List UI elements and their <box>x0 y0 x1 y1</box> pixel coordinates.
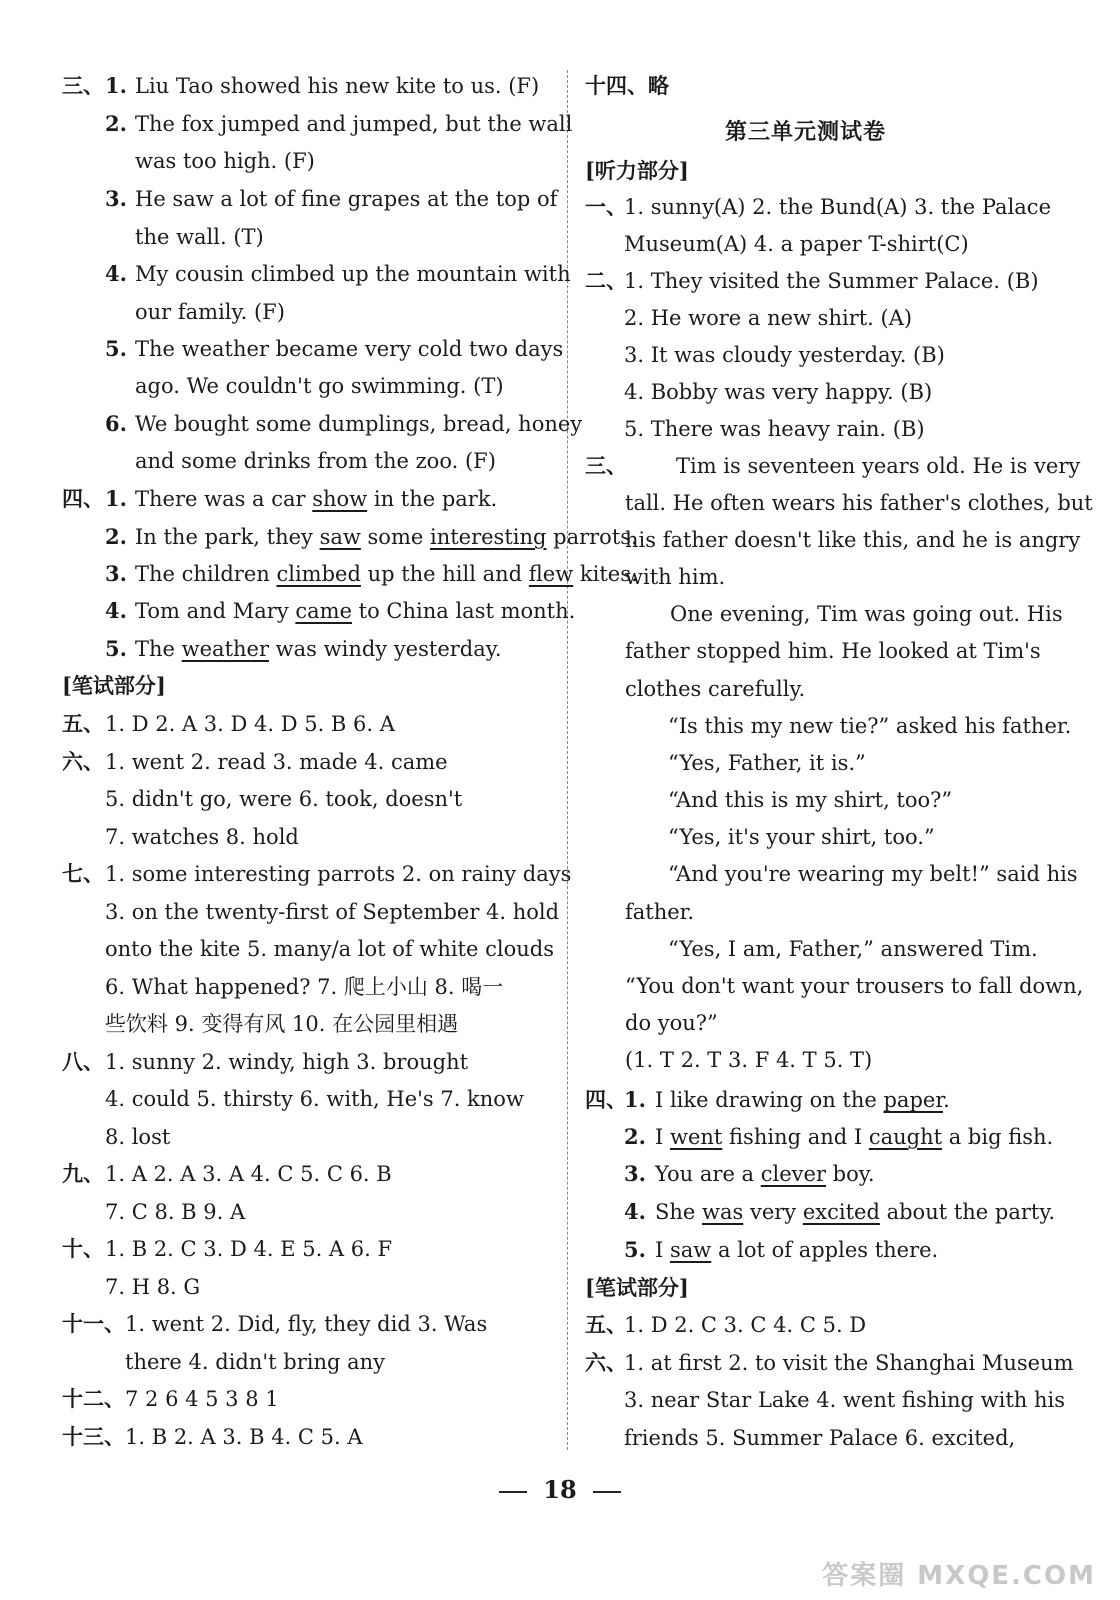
passage-line: “Yes, it's your shirt, too.” <box>668 825 935 849</box>
answer-line: 1. B 2. A 3. B 4. C 5. A <box>125 1425 363 1449</box>
item-number: 4. <box>624 1199 646 1224</box>
passage-line: father. <box>625 900 695 924</box>
answer-line: 7. H 8. G <box>105 1275 201 1299</box>
passage-line: “You don't want your trousers to fall down, <box>625 974 1084 998</box>
answer-line: 3. on the twenty-first of September 4. hold <box>105 900 560 924</box>
answer-line: 1. They visited the Summer Palace. (B) <box>624 269 1039 293</box>
item-number: 4. <box>105 261 127 286</box>
section-label-6: 六、 <box>62 749 104 774</box>
watermark: 答案圈 MXQE.COM <box>822 1561 1096 1591</box>
passage-line: One evening, Tim was going out. His <box>670 602 1063 626</box>
sentence: The weather was windy yesterday. <box>135 637 502 661</box>
passage-line: his father doesn't like this, and he is angry <box>625 528 1081 552</box>
item-text: The fox jumped and jumped, but the wall <box>135 112 573 136</box>
answer-line: 1. D 2. C 3. C 4. C 5. D <box>624 1313 867 1337</box>
section-label-12: 十二、 <box>62 1386 125 1411</box>
section-label-4-right: 四、 <box>585 1087 627 1112</box>
answer-line: friends 5. Summer Palace 6. excited, <box>624 1426 1016 1450</box>
item-text: the wall. (T) <box>135 225 264 249</box>
sentence: I like drawing on the paper. <box>655 1088 950 1112</box>
answer-line: 2. He wore a new shirt. (A) <box>624 306 913 330</box>
passage-line: with him. <box>625 565 726 589</box>
section-label-9: 九、 <box>62 1161 104 1186</box>
item-text: Liu Tao showed his new kite to us. (F) <box>135 74 540 98</box>
section-label-5-right: 五、 <box>585 1312 627 1337</box>
item-number: 5. <box>105 336 127 361</box>
passage-line: “Yes, Father, it is.” <box>668 751 866 775</box>
item-text: My cousin climbed up the mountain with <box>135 262 571 286</box>
written-section-header: [笔试部分] <box>62 673 166 698</box>
answer-line: 1. D 2. A 3. D 4. D 5. B 6. A <box>105 712 395 736</box>
sentence: Tom and Mary came to China last month. <box>135 599 576 623</box>
item-number: 1. <box>105 486 127 511</box>
section-label-7: 七、 <box>62 861 104 886</box>
answer-line: onto the kite 5. many/a lot of white clouds <box>105 937 554 961</box>
passage-line: “Is this my new tie?” asked his father. <box>668 714 1072 738</box>
item-number: 4. <box>105 598 127 623</box>
item-number: 5. <box>624 1237 646 1262</box>
item-number: 3. <box>105 186 127 211</box>
answer-line: 1. sunny(A) 2. the Bund(A) 3. the Palace <box>624 195 1051 219</box>
page-number: 18 <box>0 1475 1120 1504</box>
section-label-11: 十一、 <box>62 1311 125 1336</box>
section-label-13: 十三、 <box>62 1424 125 1449</box>
item-number: 1. <box>105 73 127 98</box>
section-label-3-right: 三、 <box>585 453 627 478</box>
written-section-header-right: [笔试部分] <box>585 1275 689 1300</box>
answer-line: 3. It was cloudy yesterday. (B) <box>624 343 945 367</box>
page-dash-right <box>593 1491 621 1493</box>
answer-line: 4. could 5. thirsty 6. with, He's 7. know <box>105 1087 524 1111</box>
item-number: 3. <box>105 561 127 586</box>
passage-line: clothes carefully. <box>625 677 806 701</box>
item-text: was too high. (F) <box>135 149 315 173</box>
section-label-2: 二、 <box>585 268 627 293</box>
answer-line: 7 2 6 4 5 3 8 1 <box>125 1387 279 1411</box>
page-dash-left <box>499 1491 527 1493</box>
sentence: She was very excited about the party. <box>655 1200 1056 1224</box>
item-text: our family. (F) <box>135 300 285 324</box>
sentence: The children climbed up the hill and flew kites. <box>135 562 638 586</box>
passage-answers: (1. T 2. T 3. F 4. T 5. T) <box>625 1048 873 1072</box>
answer-line: 6. What happened? 7. 爬上小山 8. 喝一 <box>105 975 504 999</box>
answer-line: 1. some interesting parrots 2. on rainy days <box>105 862 572 886</box>
item-text: The weather became very cold two days <box>135 337 564 361</box>
unit-title: 第三单元测试卷 <box>725 119 887 145</box>
item-number: 1. <box>624 1087 646 1112</box>
sentence: I went fishing and I caught a big fish. <box>655 1125 1054 1149</box>
item-number: 2. <box>624 1124 646 1149</box>
section-label-4: 四、 <box>62 486 104 511</box>
section-label-6-right: 六、 <box>585 1350 627 1375</box>
passage-line: tall. He often wears his father's clothes, but <box>625 491 1093 515</box>
item-text: ago. We couldn't go swimming. (T) <box>135 374 504 398</box>
answer-line: 1. B 2. C 3. D 4. E 5. A 6. F <box>105 1237 393 1261</box>
answer-line: 4. Bobby was very happy. (B) <box>624 380 933 404</box>
section-14: 十四、略 <box>585 73 669 98</box>
listening-section-header: [听力部分] <box>585 158 689 183</box>
sentence: There was a car show in the park. <box>135 487 498 511</box>
answer-line: 1. at first 2. to visit the Shanghai Museum <box>624 1351 1074 1375</box>
answer-line: 8. lost <box>105 1125 171 1149</box>
answer-line: 1. went 2. read 3. made 4. came <box>105 750 448 774</box>
passage-line: father stopped him. He looked at Tim's <box>625 639 1041 663</box>
section-label-5: 五、 <box>62 711 104 736</box>
passage-line: “Yes, I am, Father,” answered Tim. <box>668 937 1038 961</box>
item-number: 6. <box>105 411 127 436</box>
sentence: You are a clever boy. <box>655 1162 875 1186</box>
answer-line: 1. went 2. Did, fly, they did 3. Was <box>125 1312 488 1336</box>
answer-line: 7. C 8. B 9. A <box>105 1200 246 1224</box>
answer-line: there 4. didn't bring any <box>125 1350 386 1374</box>
answer-line: Museum(A) 4. a paper T-shirt(C) <box>624 232 969 256</box>
answer-line: 5. didn't go, were 6. took, doesn't <box>105 787 463 811</box>
item-number: 2. <box>105 111 127 136</box>
item-text: We bought some dumplings, bread, honey <box>135 412 583 436</box>
passage-line: “And you're wearing my belt!” said his <box>668 862 1078 886</box>
passage-line: Tim is seventeen years old. He is very <box>676 454 1081 478</box>
item-number: 2. <box>105 524 127 549</box>
answer-line: 7. watches 8. hold <box>105 825 299 849</box>
item-number: 5. <box>105 636 127 661</box>
item-text: He saw a lot of fine grapes at the top of <box>135 187 558 211</box>
answer-line: 1. sunny 2. windy, high 3. brought <box>105 1050 469 1074</box>
section-label-3: 三、 <box>62 73 104 98</box>
answer-line: 1. A 2. A 3. A 4. C 5. C 6. B <box>105 1162 392 1186</box>
section-label-1: 一、 <box>585 194 627 219</box>
answer-line: 5. There was heavy rain. (B) <box>624 417 925 441</box>
sentence: In the park, they saw some interesting parrots. <box>135 525 638 549</box>
answer-line: 些饮料 9. 变得有风 10. 在公园里相遇 <box>105 1012 459 1036</box>
item-number: 3. <box>624 1161 646 1186</box>
passage-line: do you?” <box>625 1011 718 1035</box>
answer-line: 3. near Star Lake 4. went fishing with his <box>624 1388 1066 1412</box>
item-text: and some drinks from the zoo. (F) <box>135 449 496 473</box>
passage-line: “And this is my shirt, too?” <box>668 788 953 812</box>
section-label-10: 十、 <box>62 1236 104 1261</box>
sentence: I saw a lot of apples there. <box>655 1238 939 1262</box>
section-label-8: 八、 <box>62 1049 104 1074</box>
